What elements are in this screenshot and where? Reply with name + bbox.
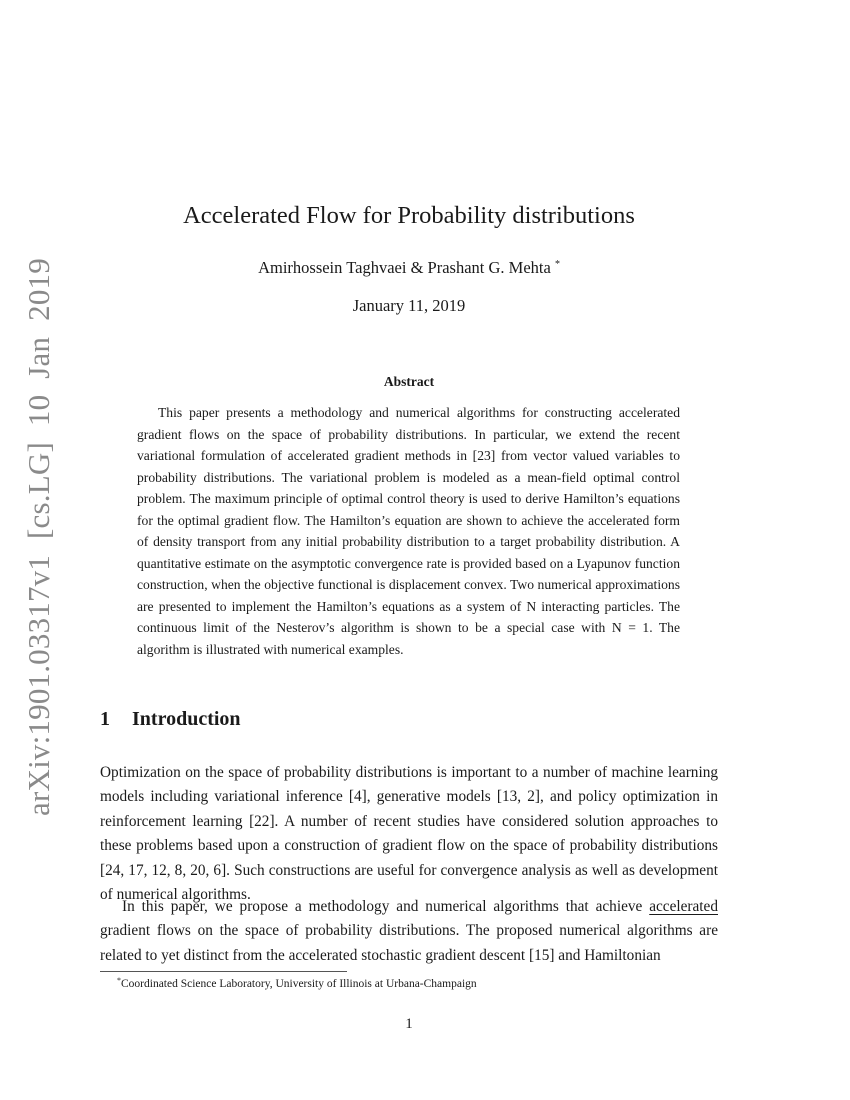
section-title: Introduction (132, 708, 241, 730)
abstract-text: This paper presents a methodology and numerical algorithms for constructing accelerated gradient flows on the space of probability distributions. In particular, we extend the recent variational formulation of accelerated gradient methods in [23] from vector valued variables to probability distributions. The variational problem is modeled as a mean-field optimal control problem. The maximum principle of optimal control theory is used to derive Hamilton’s equations for the optimal gradient flow. The Hamilton’s equation are shown to achieve the accelerated form of density transport from any initial probability distribution to a target probability distribution. A quantitative estimate on the asymptotic convergence rate is provided based on a Lyapunov function construction, when the objective functional is displacement convex. Two numerical approximations are presented to implement the Hamilton’s equations as a system of N interacting particles. The continuous limit of the Nesterov’s algorithm is shown to be a special case with N = 1. The algorithm is illustrated with numerical examples. (137, 405, 680, 657)
section-number: 1 (100, 708, 110, 730)
paper-date: January 11, 2019 (352, 296, 466, 315)
abstract-heading: Abstract (383, 374, 435, 389)
section-heading-introduction (100, 708, 241, 731)
emphasized-word-accelerated: accelerated (649, 898, 718, 915)
paragraph-2-end: gradient flows on the space of probability distributions. The proposed numerical algorithms are related to yet distinct from the accelerated stochastic gradient descent [15] and Hamiltonian (100, 922, 718, 964)
paper-authors (0, 258, 818, 278)
footnote-mark: * (117, 976, 121, 985)
paper-title: Accelerated Flow for Probability distributions (183, 202, 635, 229)
author-names: Amirhossein Taghvaei & Prashant G. Mehta (258, 258, 551, 277)
page-number: 1 (405, 1016, 413, 1032)
footnote-text: Coordinated Science Laboratory, University of Illinois at Urbana-Champaign (121, 978, 477, 990)
footnote-divider (100, 971, 347, 972)
footnote-affiliation (117, 976, 477, 990)
arxiv-id-text: arXiv:1901.03317v1 [cs.LG] 10 Jan 2019 (21, 258, 56, 816)
author-footnote-mark: * (554, 259, 560, 270)
paragraph-2-start: In this paper, we propose a methodology and numerical algorithms that achieve (122, 898, 650, 915)
intro-paragraph-1: Optimization on the space of probability distributions is important to a number of machine learning models including variational inference [4], generative models [13, 2], and policy optimization in reinforcement learning [22]. A number of recent studies have considered solution approaches to these problems based upon a construction of gradient flow on the space of probability distributions [24, 17, 12, 8, 20, 6]. Such constructions are useful for convergence analysis as well as development of numerical algorithms. (100, 764, 718, 904)
intro-paragraph-2 (100, 895, 718, 968)
arxiv-identifier-stamp (15, 258, 63, 816)
